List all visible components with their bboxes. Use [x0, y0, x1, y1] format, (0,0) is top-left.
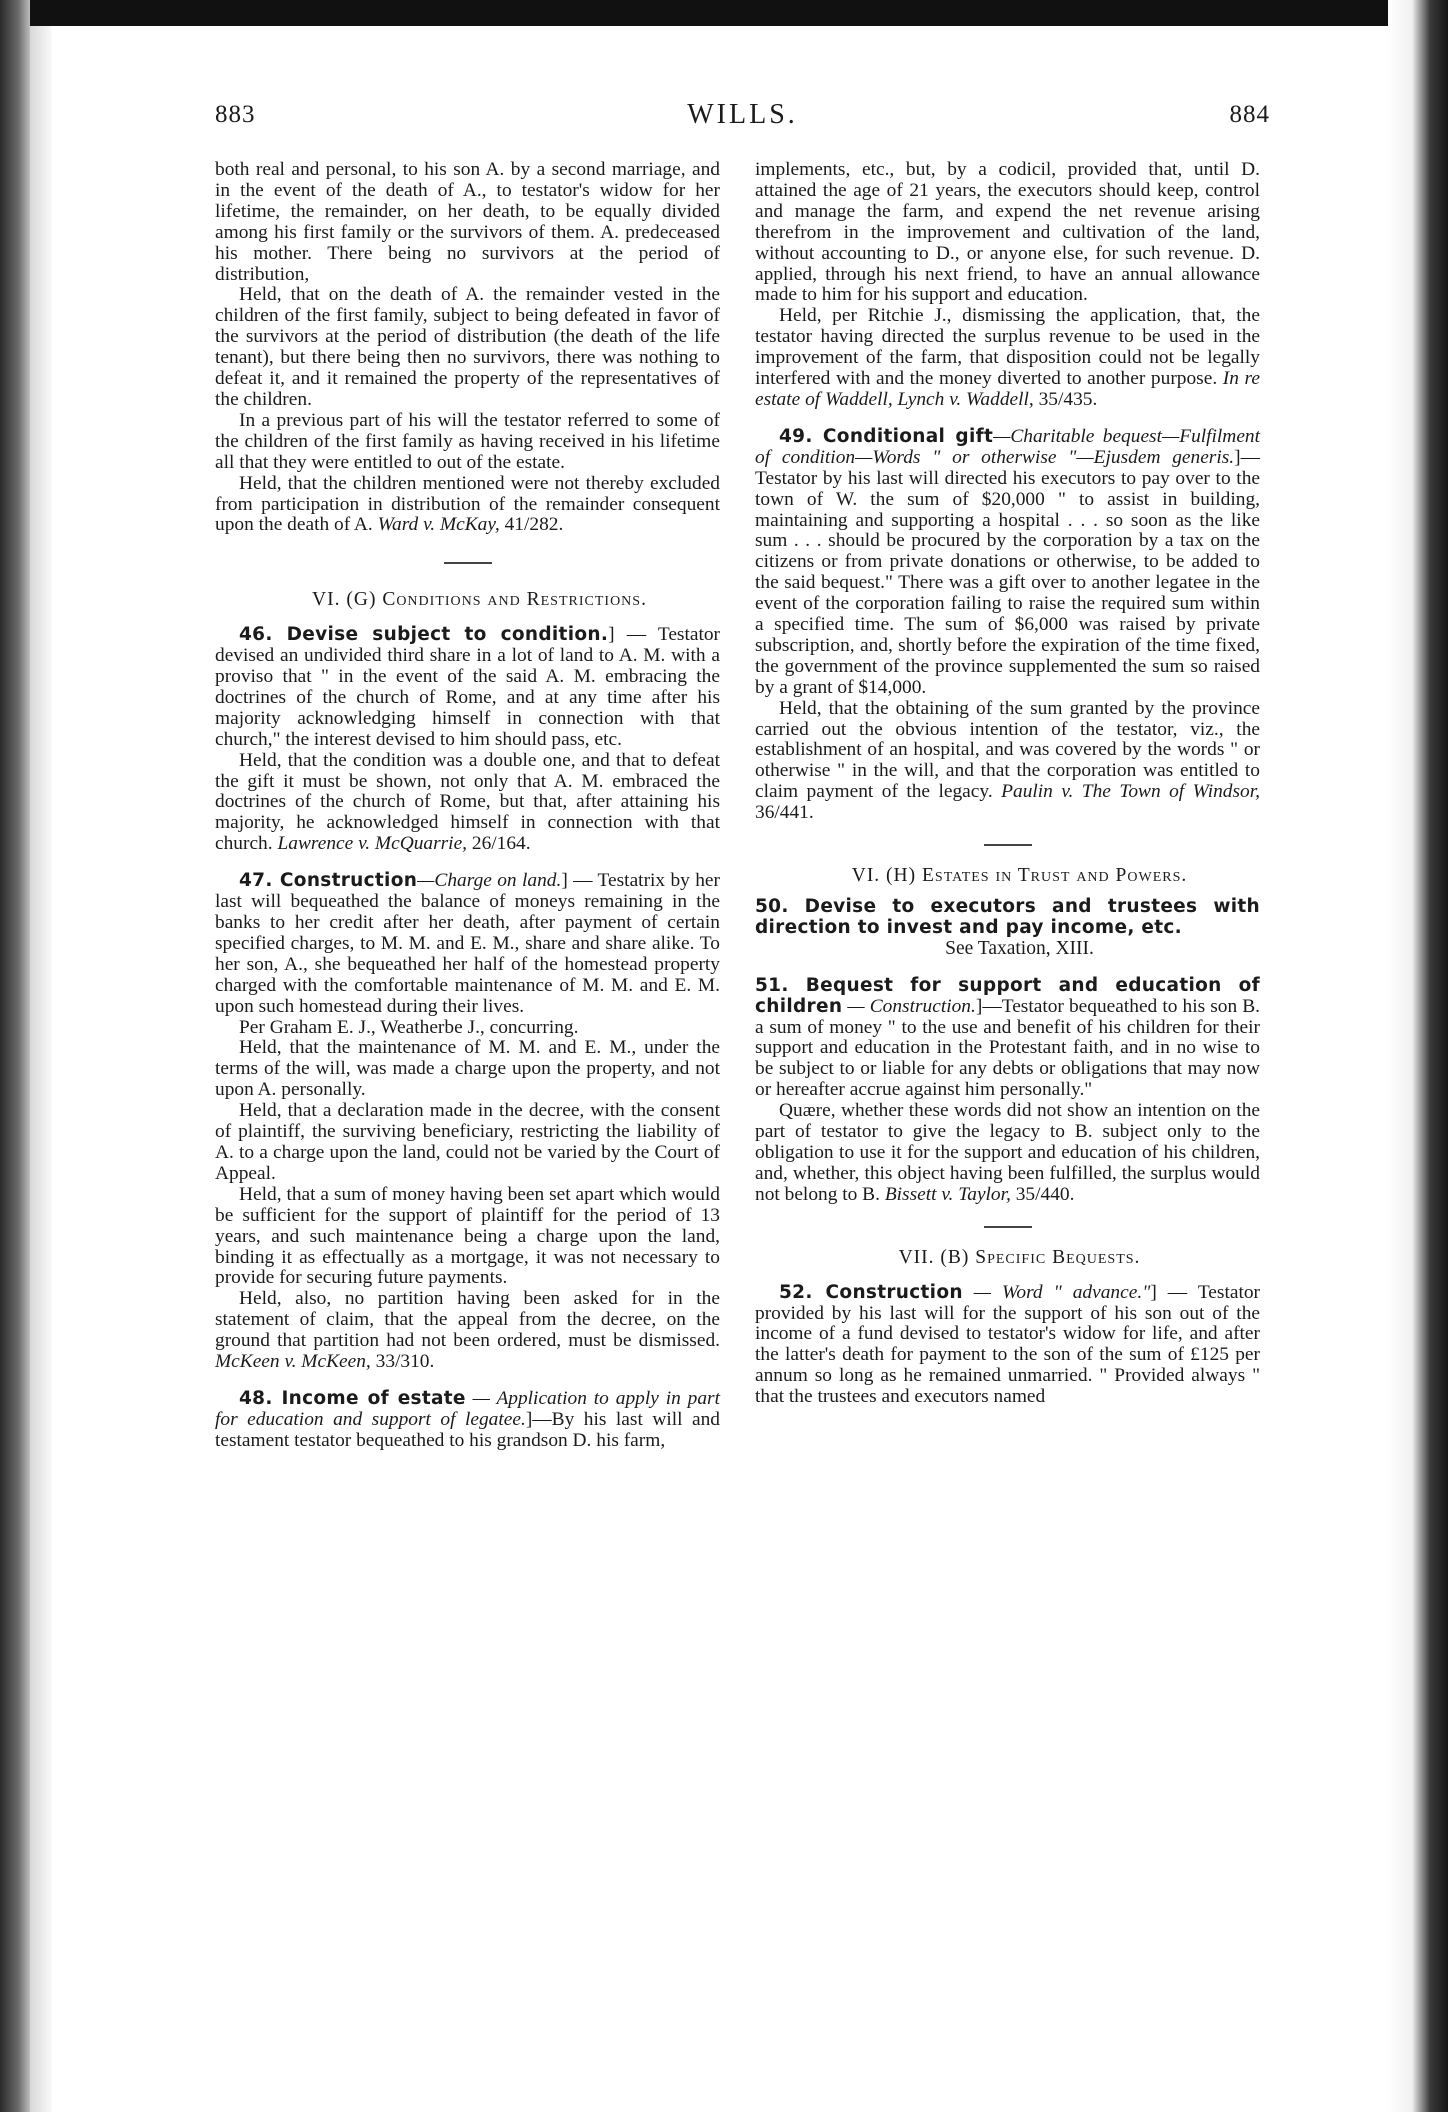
paragraph: Held, that the maintenance of M. M. and E. M., under the terms of the will, was made a charge upon the property, and not upon A. personally. — [215, 1037, 720, 1101]
paragraph — [755, 306, 1260, 411]
entry-text: ] — Testator devised an undivided third share in a lot of land to A. M. with a proviso that " in the event of the said A. M. embracing the doctrines of the church of Rome, and at any time after his majority acknowledging himself in connection with that church," the interest devised to him should pass, etc. — [215, 624, 720, 750]
book-spine-shadow — [0, 0, 30, 2112]
entry-subheading: —Charitable bequest—Fulfilment of condition—Words " or otherwise "—Ejusdem generis. — [755, 425, 1261, 468]
entry-heading: 49. Conditional gift — [779, 425, 994, 447]
entry-subheading: —Charge on land. — [417, 870, 562, 892]
case-name: Paulin v. The Town of Windsor, — [1001, 781, 1260, 803]
paragraph — [755, 699, 1260, 824]
left-column — [215, 160, 720, 1452]
paragraph — [215, 751, 720, 856]
entry-text: ] — Testator provided by his last will for the support of his son out of the income of a fund devised to testator's widow for life, and after the latter's death for payment to the son of the sum of £125 per annum so long as he remained unmarried. " Provided always " that the trustees and executors named — [755, 1281, 1260, 1408]
paragraph — [215, 1289, 720, 1373]
entry-subheading: — Application to apply in part for education and support of legatee. — [215, 1387, 720, 1430]
entry-heading: 46. Devise subject to condition. — [239, 624, 609, 646]
paragraph: Held, that on the death of A. the remainder vested in the children of the first family, subject to being defeated in favor of the survivors at the period of distribution (the death of the life tenant), but there being then no survivors, there was nothing to defeat it, and it remained the property of the representatives of the children. — [215, 284, 720, 410]
paragraph: implements, etc., but, by a codicil, provided that, until D. attained the age of 21 years, the executors should keep, control and manage the farm, and expend the net revenue arising therefrom in the improvement and cultivation of the land, without accounting to D., or anyone else, for such revenue. D. applied, through his next friend, to have an annual allowance made to him for his support and education. — [755, 159, 1260, 306]
case-name: In re estate of Waddell, Lynch v. Waddell, — [755, 368, 1260, 410]
right-column — [755, 160, 1260, 1408]
paragraph — [755, 1101, 1260, 1206]
paragraph: Held, that a declaration made in the decree, with the consent of plaintiff, the surviving beneficiary, restricting the liability of A. to a charge upon the land, could not be varied by the Court of Appeal. — [215, 1100, 720, 1184]
entry-48 — [215, 1389, 720, 1452]
entry-heading: 48. Income of estate — [239, 1387, 466, 1409]
case-name: Ward v. McKay, — [377, 514, 500, 536]
section-heading: VI. (H) Estates in Trust and Powers. — [851, 865, 1188, 887]
entry-heading: 52. Construction — [779, 1281, 963, 1303]
entry-49 — [755, 427, 1260, 699]
entry-subheading: — Word " advance." — [973, 1281, 1151, 1303]
scan-top-border — [0, 0, 1448, 26]
cross-reference: See Taxation, XIII. — [945, 937, 1094, 959]
citation: 36/441. — [755, 802, 814, 824]
entry-text: ]—Testator by his last will directed his executors to pay over to the town of W. the sum of $20,000 " to assist in building, maintaining and supporting a hospital . . . so soon as the like sum . . . should be procured by the corporation by a tax on the citizens or from private donations or otherwise, to be added to the said bequest." There was a gift over to another legatee in the event of the corporation failing to raise the required sum within a specified time. The sum of $6,000 was raised by private subscription, and, shortly before the expiration of the time fixed, the government of the province supplemented the sum so raised by a grant of $14,000. — [755, 446, 1260, 698]
paragraph: Per Graham E. J., Weatherbe J., concurring. — [239, 1016, 579, 1038]
section-heading: VI. (G) Conditions and Restrictions. — [312, 589, 647, 611]
book-page — [215, 95, 1270, 2055]
page-number-left: 883 — [215, 101, 256, 128]
paragraph: both real and personal, to his son A. by a second marriage, and in the event of the death of A., to testator's widow for her lifetime, the remainder, on her death, to be equally divided among his first family or the survivors of them. A. predeceased his mother. There being no survivors at the period of distribution, — [215, 159, 720, 285]
paragraph: In a previous part of his will the testator referred to some of the children of the first family as having received in his lifetime all that they were entitled to out of the estate. — [215, 409, 720, 473]
entry-heading: 50. Devise to executors and trustees with direction to invest and pay income, etc. — [755, 896, 1260, 938]
entry-subheading: — Construction. — [847, 995, 976, 1017]
case-name: Bissett v. Taylor, — [884, 1183, 1011, 1205]
citation: 35/440. — [1015, 1183, 1075, 1205]
section-heading: VII. (B) Specific Bequests. — [898, 1246, 1141, 1268]
citation: 26/164. — [471, 833, 531, 855]
citation: 35/435. — [1038, 388, 1098, 410]
entry-47 — [215, 871, 720, 1017]
case-name: Lawrence v. McQuarrie, — [277, 833, 468, 855]
held-text: Held, that the condition was a double one, and that to defeat the gift it must be shown, not only that A. M. embraced the doctrines of the church of Rome, but that, after attaining his majority, he acknowledged himself in connection with that church. — [215, 749, 720, 855]
held-text: Held, also, no partition having been asked for in the statement of claim, that the appeal from the decree, on the ground that partition had not been ordered, must be dismissed. — [215, 1288, 720, 1352]
entry-heading: 47. Construction — [239, 870, 418, 892]
entry-heading: 51. Bequest for support and education of children — [755, 974, 1260, 1017]
entry-50 — [755, 897, 1260, 939]
running-title: WILLS. — [687, 99, 798, 130]
paragraph: Held, that a sum of money having been set apart which would be sufficient for the support of plaintiff for the period of 13 years, and such maintenance being a charge upon the land, binding it as effectually as a mortgage, it was not necessary to provide for securing future payments. — [215, 1183, 720, 1289]
entry-46 — [215, 625, 720, 750]
case-name: McKeen v. McKeen, — [215, 1351, 371, 1373]
entry-text: ]—Testator bequeathed to his son B. a sum of money " to the use and benefit of his children for their support and education in the Protestant faith, and in no wise to be subject to or liable for any debts or obligations that may now or hereafter accrue against him personally." — [755, 995, 1261, 1101]
held-text: Held, that the children mentioned were not thereby excluded from participation in distribution of the remainder consequent upon the death of A. — [215, 472, 720, 536]
entry-text: ]—By his last will and testament testator bequeathed to his grandson D. his farm, — [215, 1408, 720, 1451]
held-text: Held, that the obtaining of the sum granted by the province carried out the obvious intention of the testator, viz., the establishment of an hospital, and was covered by the words " or otherwise " in the will, and that the corporation was entitled to claim payment of the legacy. — [755, 697, 1260, 803]
entry-text: ] — Testatrix by her last will bequeathed the balance of moneys remaining in the banks to her credit after her death, after payment of certain specified charges, to M. M. and E. M., share and share alike. To her son, A., she bequeathed her half of the homestead property charged with the comfortable maintenance of M. M. and E. M. upon such homestead during their lives. — [215, 870, 720, 1017]
entry-51 — [755, 976, 1260, 1101]
held-text: Held, per Ritchie J., dismissing the application, that, the testator having directed the surplus revenue to be used in the improvement of the farm, that disposition could not be legally interfered with and the money diverted to another purpose. — [755, 305, 1260, 390]
page-number-right: 884 — [1229, 101, 1270, 128]
paragraph — [215, 474, 720, 537]
citation: 33/310. — [375, 1351, 435, 1373]
running-header — [215, 95, 1270, 135]
scan-right-border — [1388, 0, 1448, 2112]
entry-52 — [755, 1283, 1260, 1408]
page-curl-edge — [30, 26, 52, 2112]
citation: 41/282. — [504, 514, 564, 536]
quaere-text: Quære, whether these words did not show an intention on the part of testator to give the legacy to B. subject only to the obligation to use it for the support and education of his children, and, whether, this object having been fulfilled, the surplus would not belong to B. — [755, 1100, 1260, 1205]
